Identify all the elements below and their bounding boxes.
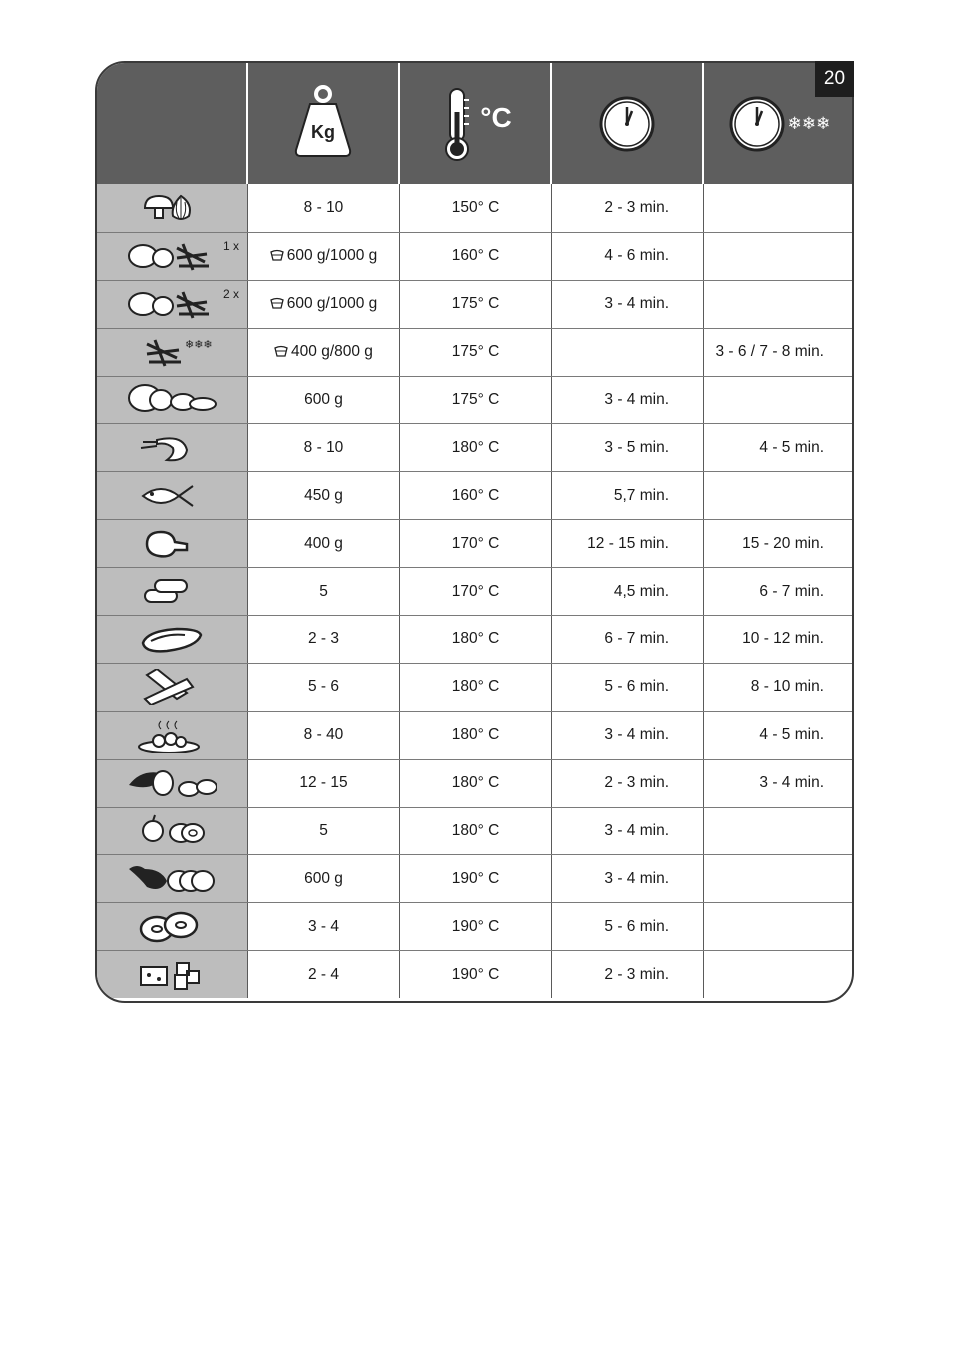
quantity-cell	[248, 903, 400, 950]
chicken-leg-icon	[137, 526, 207, 562]
temperature-cell: 180° C	[400, 760, 552, 807]
temperature-cell: 170° C	[400, 568, 552, 615]
weight-kg-icon	[288, 84, 358, 164]
onion-rings-icon	[137, 909, 207, 945]
temperature-cell: 190° C	[400, 903, 552, 950]
quantity-value: 2 - 4	[307, 965, 339, 983]
temperature-cell: 180° C	[400, 808, 552, 855]
food-cell	[97, 951, 248, 998]
temperature-cell: 160° C	[400, 233, 552, 280]
quantity-value: 12 - 15	[299, 774, 348, 792]
table-row	[97, 519, 854, 567]
temperature-unit: °C	[480, 101, 512, 133]
temperature-cell: 170° C	[400, 520, 552, 567]
food-cell	[97, 281, 248, 328]
frozen-time-cell: 3 - 4 min.	[759, 774, 824, 792]
food-cell	[97, 329, 248, 376]
mini-rolls-icon	[137, 669, 207, 705]
table-row	[97, 711, 854, 759]
quantity-value: 5 - 6	[307, 678, 339, 696]
eggplant-slices-icon	[127, 861, 217, 897]
quantity-cell	[248, 520, 400, 567]
header-weight	[248, 63, 400, 184]
frozen-fries-icon	[127, 334, 217, 370]
table-row	[97, 232, 854, 280]
quantity-value: 3 - 4	[307, 917, 339, 935]
batch-multiplier: 1 x	[222, 238, 239, 253]
quantity-value: 5	[319, 822, 328, 840]
header-food-column	[97, 63, 248, 184]
food-cell	[97, 377, 248, 424]
potato-slices-icon	[127, 382, 217, 418]
quantity-value: 600 g/1000 g	[286, 295, 378, 313]
snowflake-icon: ❄❄❄	[787, 113, 831, 133]
quantity-value: 400 g/800 g	[291, 343, 373, 361]
table-row	[97, 615, 854, 663]
quantity-cell	[248, 712, 400, 759]
frozen-time-cell: 8 - 10 min.	[750, 678, 824, 696]
quantity-cell	[248, 377, 400, 424]
quantity-value: 8 - 40	[303, 726, 344, 744]
temperature-cell: 180° C	[400, 712, 552, 759]
quantity-value: 450 g	[304, 486, 343, 504]
food-cell	[97, 903, 248, 950]
table-row	[97, 950, 854, 998]
frozen-time-cell: 4 - 5 min.	[759, 438, 824, 456]
time-cell: 3 - 5 min.	[552, 424, 704, 471]
food-cell	[97, 568, 248, 615]
food-cell	[97, 616, 248, 663]
frozen-time-cell	[704, 184, 854, 232]
potato-fries-icon	[127, 238, 217, 274]
svg-text:❄❄❄: ❄❄❄	[185, 339, 213, 352]
spring-roll-icon	[137, 621, 207, 657]
table-row	[97, 184, 854, 232]
temperature-cell: 180° C	[400, 616, 552, 663]
time-cell: 2 - 3 min.	[552, 760, 704, 807]
thermometer-icon	[438, 86, 478, 162]
clock-frozen-icon	[728, 95, 786, 153]
time-cell: 3 - 4 min.	[552, 855, 704, 902]
frozen-time-cell: 15 - 20 min.	[742, 534, 824, 552]
table-row	[97, 854, 854, 902]
table-header	[97, 63, 854, 184]
quantity-value: 600 g	[304, 391, 343, 408]
frozen-time-cell	[704, 855, 854, 902]
food-cell	[97, 855, 248, 902]
time-cell: 5,7 min.	[552, 472, 704, 519]
time-cell: 6 - 7 min.	[552, 616, 704, 663]
quantity-value: 2 - 3	[307, 630, 339, 648]
frozen-time-cell	[704, 808, 854, 855]
batch-multiplier: 2 x	[222, 286, 239, 301]
quantity-cell	[248, 664, 400, 711]
quantity-cell	[248, 329, 400, 376]
frozen-time-cell: 3 - 6 / 7 - 8 min.	[715, 343, 824, 361]
basket-icon	[270, 295, 287, 313]
time-cell	[552, 329, 704, 376]
table-row	[97, 471, 854, 519]
frozen-time-cell	[704, 472, 854, 519]
food-cell	[97, 712, 248, 759]
time-cell: 3 - 4 min.	[552, 377, 704, 424]
quantity-cell	[248, 951, 400, 998]
food-cell	[97, 760, 248, 807]
header-time	[552, 63, 704, 184]
weight-label: Kg	[311, 121, 335, 142]
quantity-cell	[248, 808, 400, 855]
time-cell: 2 - 3 min.	[552, 184, 704, 232]
time-cell: 5 - 6 min.	[552, 664, 704, 711]
time-cell: 5 - 6 min.	[552, 903, 704, 950]
food-cell	[97, 664, 248, 711]
frozen-time-cell	[704, 281, 854, 328]
croquette-icon	[137, 574, 207, 610]
quantity-cell	[248, 472, 400, 519]
fish-icon	[137, 478, 207, 514]
frozen-time-cell	[704, 951, 854, 998]
food-cell	[97, 184, 248, 232]
table-row	[97, 759, 854, 807]
frozen-time-cell	[704, 377, 854, 424]
quantity-cell	[248, 855, 400, 902]
table-row	[97, 328, 854, 376]
time-cell: 3 - 4 min.	[552, 281, 704, 328]
food-cell	[97, 472, 248, 519]
quantity-cell	[248, 281, 400, 328]
quantity-value: 600 g	[304, 869, 343, 887]
food-cell	[97, 520, 248, 567]
temperature-cell: 190° C	[400, 855, 552, 902]
mushroom-onion-icon	[137, 190, 207, 226]
table-row	[97, 902, 854, 950]
table-row	[97, 423, 854, 471]
time-cell: 3 - 4 min.	[552, 712, 704, 759]
temperature-cell: 180° C	[400, 664, 552, 711]
vegetable-slices-icon	[127, 765, 217, 801]
food-cell	[97, 233, 248, 280]
quantity-cell	[248, 568, 400, 615]
food-cell	[97, 424, 248, 471]
time-cell: 2 - 3 min.	[552, 951, 704, 998]
table-body	[97, 184, 854, 998]
quantity-value: 600 g/1000 g	[286, 247, 378, 265]
temperature-cell: 175° C	[400, 329, 552, 376]
food-cell	[97, 808, 248, 855]
basket-icon	[274, 343, 291, 361]
table-row	[97, 376, 854, 424]
time-cell: 4 - 6 min.	[552, 233, 704, 280]
potato-fries-icon	[127, 286, 217, 322]
hot-snacks-plate-icon	[137, 717, 207, 753]
cooking-table	[95, 61, 854, 1003]
quantity-value: 400 g	[304, 534, 343, 552]
temperature-cell: 175° C	[400, 281, 552, 328]
frozen-time-cell: 6 - 7 min.	[759, 582, 824, 600]
clock-icon	[598, 95, 656, 153]
frozen-time-cell: 10 - 12 min.	[742, 630, 824, 648]
quantity-cell	[248, 184, 400, 232]
page-number: 20	[815, 61, 854, 97]
time-cell: 3 - 4 min.	[552, 808, 704, 855]
temperature-cell: 160° C	[400, 472, 552, 519]
quantity-value: 8 - 10	[303, 438, 344, 456]
frozen-time-cell: 4 - 5 min.	[759, 726, 824, 744]
frozen-time-cell	[704, 233, 854, 280]
quantity-cell	[248, 760, 400, 807]
quantity-cell	[248, 424, 400, 471]
quantity-value: 8 - 10	[303, 198, 344, 216]
temperature-cell: 180° C	[400, 424, 552, 471]
temperature-cell: 190° C	[400, 951, 552, 998]
quantity-cell	[248, 616, 400, 663]
time-cell: 12 - 15 min.	[552, 520, 704, 567]
quantity-value: 5	[319, 582, 328, 600]
apple-rings-icon	[137, 813, 207, 849]
table-row	[97, 807, 854, 855]
basket-icon	[270, 247, 287, 265]
header-temperature	[400, 63, 552, 184]
cheese-cubes-icon	[137, 957, 207, 993]
quantity-cell	[248, 233, 400, 280]
temperature-cell: 150° C	[400, 184, 552, 232]
table-row	[97, 663, 854, 711]
table-row	[97, 280, 854, 328]
temperature-cell: 175° C	[400, 377, 552, 424]
frozen-time-cell	[704, 903, 854, 950]
time-cell: 4,5 min.	[552, 568, 704, 615]
table-row	[97, 567, 854, 615]
shrimp-icon	[137, 430, 207, 466]
